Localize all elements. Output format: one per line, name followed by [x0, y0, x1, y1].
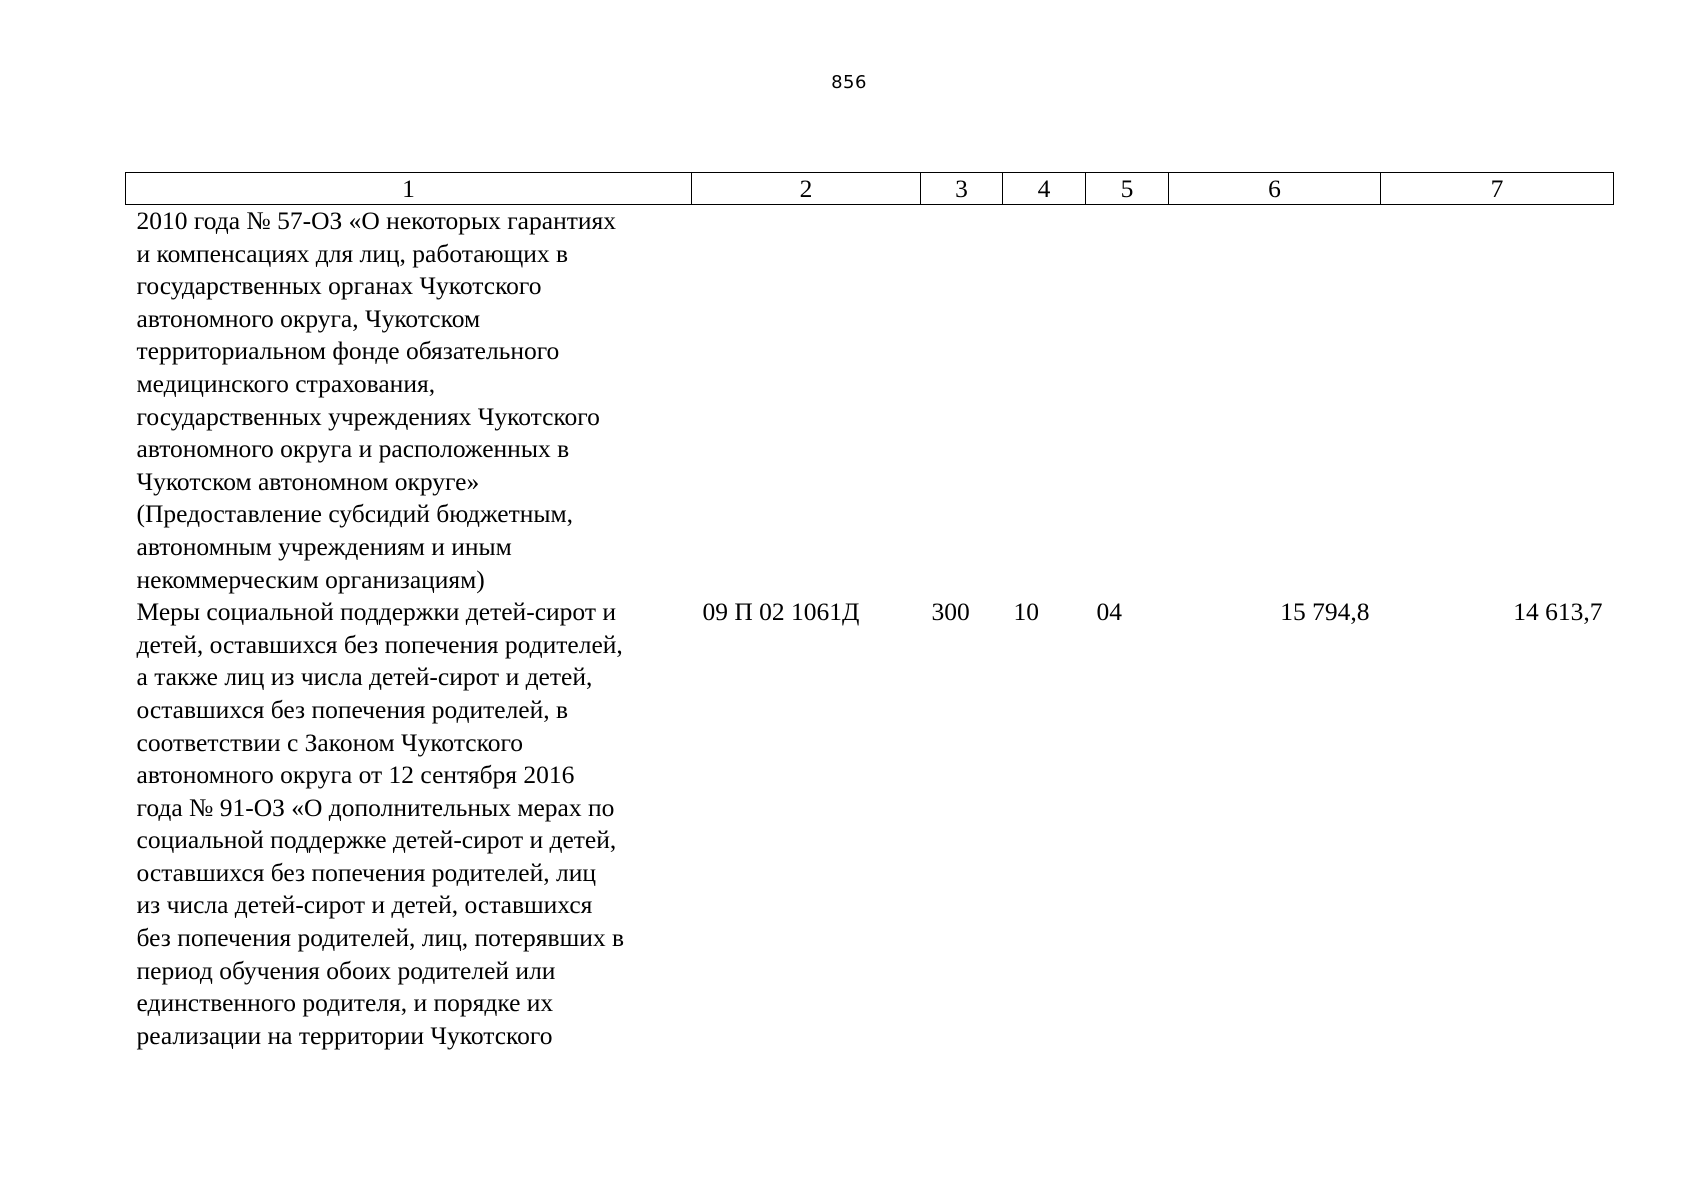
- budget-table: [125, 172, 1614, 1052]
- column-header-3: 3: [921, 173, 1003, 205]
- row-pr-cell: [1086, 205, 1169, 597]
- row-rz-cell: [1003, 205, 1086, 597]
- row-sum2-cell: 14 613,7: [1513, 597, 1603, 627]
- row-rz-cell: 10: [1013, 597, 1039, 627]
- row-sum1-cell: 15 794,8: [1280, 597, 1370, 627]
- row-pr-cell: 04: [1096, 597, 1122, 627]
- column-header-7: 7: [1381, 173, 1614, 205]
- column-header-5: 5: [1086, 173, 1169, 205]
- row-vr-cell: [921, 205, 1003, 597]
- header-row: [126, 173, 1614, 205]
- column-header-4: 4: [1003, 173, 1086, 205]
- page-number: 856: [831, 72, 867, 93]
- table-header: [126, 173, 1614, 205]
- row-csr-cell: [692, 205, 921, 597]
- column-header-6: 6: [1169, 173, 1381, 205]
- column-header-2: 2: [692, 173, 921, 205]
- row-vr-cell: 300: [931, 597, 970, 627]
- row-csr-cell: 09 П 02 1061Д: [702, 597, 860, 627]
- row-name-cell: Меры социальной поддержки детей-сирот и детей, оставшихся без попечения родителей, а также лиц из числа детей-сирот и детей, оставшихся без попечения родителей, в соответствии с Законом Чукотского автономного округа от 12 сентября 2016 года № 91-ОЗ «О дополнительных мерах по социальной поддержке детей-сирот и детей, оставшихся без попечения родителей, лиц из числа детей-сирот и детей, оставшихся без попечения родителей, лиц, потерявших в период обучения обоих родителей или единственного родителя, и порядке их реализации на территории Чукотского: [136, 597, 625, 1050]
- column-header-1: 1: [126, 173, 692, 205]
- row-sum1-cell: [1169, 205, 1381, 597]
- table-row: [126, 596, 1614, 1052]
- row-name-cell: 2010 года № 57-ОЗ «О некоторых гарантиях и компенсациях для лиц, работающих в государственных органах Чукотского автономного округа, Чукотском территориальном фонде обязательного медицинского страхования, государственных учреждениях Чукотского автономного округа и расположенных в Чукотском автономном округе» (Предоставление субсидий бюджетным, автономным учреждениям и иным некоммерческим организациям): [136, 206, 616, 594]
- table-body: [126, 205, 1614, 1053]
- row-sum2-cell: [1381, 205, 1614, 597]
- table-row: [126, 205, 1614, 597]
